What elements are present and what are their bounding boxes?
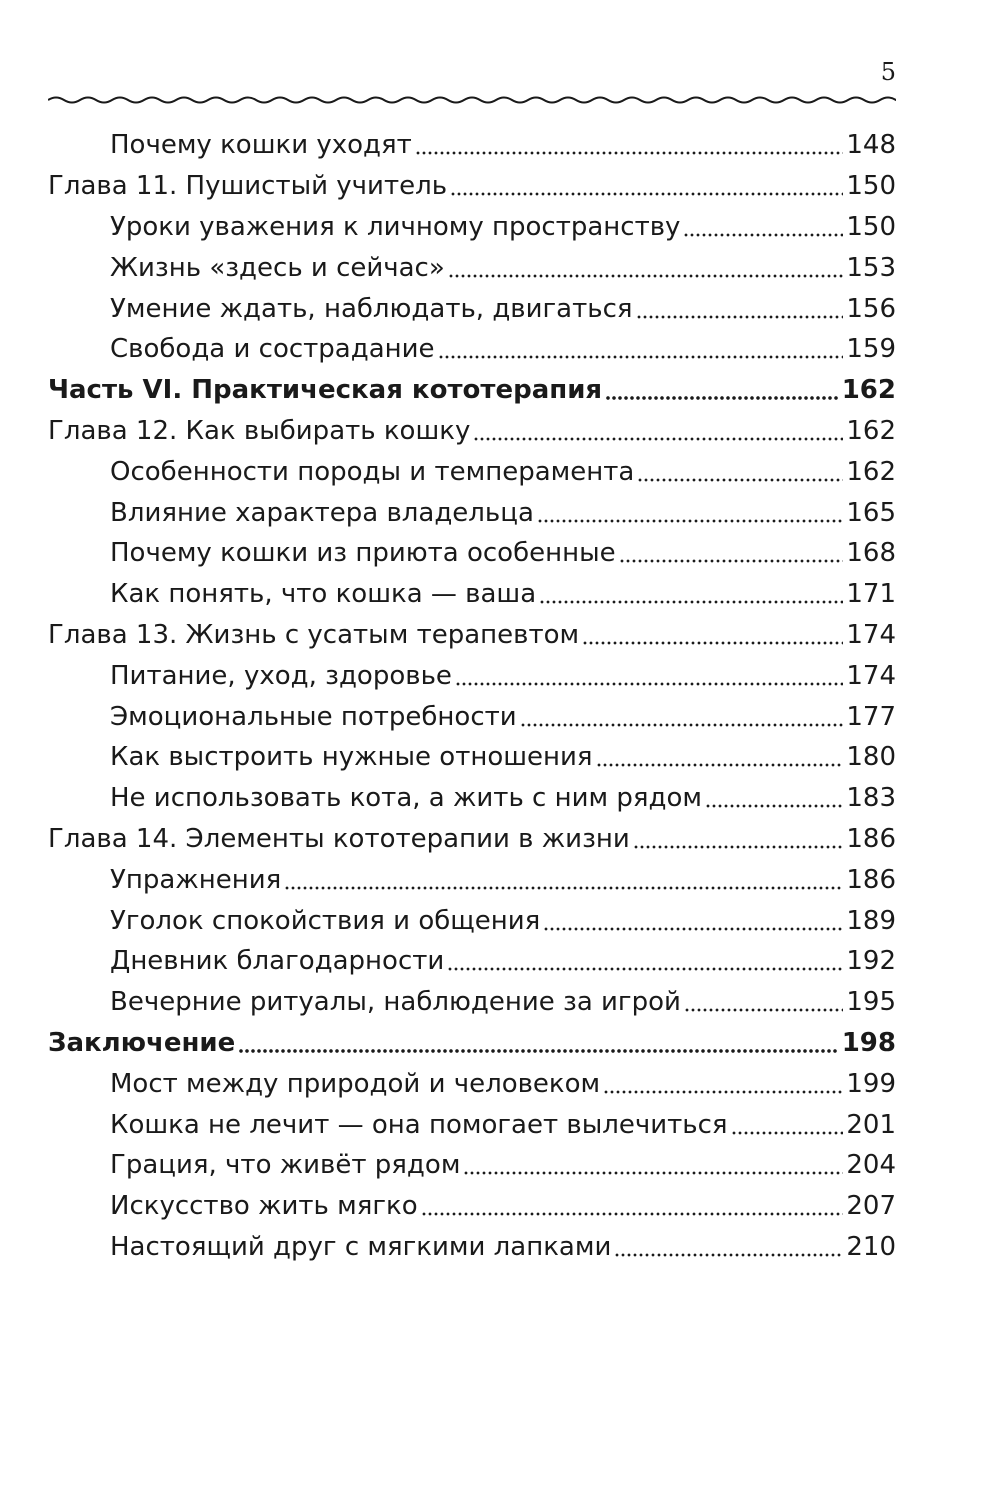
toc-entry-page-number: 192 [846,946,896,977]
dot-leader [637,478,843,482]
toc-entry-page-number: 183 [846,783,896,814]
toc-entry-page-number: 199 [846,1068,896,1099]
toc-entry-page-number: 150 [846,211,896,242]
toc-entry-title: Искусство жить мягко [110,1191,418,1222]
dot-leader [463,1171,843,1175]
toc-entry-page-number: 165 [846,497,896,528]
toc-entry-title: Особенности породы и темперамента [110,456,635,487]
toc-entry-title: Умение ждать, наблюдать, двигаться [110,293,633,324]
toc-entry-page-number: 162 [846,456,896,487]
dot-leader [537,519,843,523]
toc-entry-section [48,778,896,819]
toc-entry-page-number: 198 [841,1027,896,1058]
toc-entry-page-number: 204 [846,1150,896,1181]
toc-entry-title: Часть VI. Практическая кототерапия [48,375,603,406]
dot-leader [284,886,843,890]
dot-leader [473,437,843,441]
toc-entry-title: Настоящий друг с мягкими лапками [110,1231,612,1262]
toc-entry-title: Влияние характера владельца [110,497,534,528]
toc-entry-chapter [48,166,896,207]
toc-entry-page-number: 177 [846,701,896,732]
dot-leader [447,967,843,971]
toc-entry-title: Глава 11. Пушистый учитель [48,171,448,202]
toc-entry-title: Свобода и сострадание [110,334,435,365]
toc-entry-section [48,941,896,982]
toc-entry-title: Дневник благодарности [110,946,445,977]
toc-entry-section [48,125,896,166]
dot-leader [705,804,843,808]
toc-entry-section [48,1145,896,1186]
toc-entry-title: Мост между природой и человеком [110,1068,601,1099]
toc-entry-section [48,492,896,533]
page-number: 5 [880,58,896,86]
toc-entry-chapter [48,411,896,452]
wavy-divider [48,88,896,112]
toc-entry-title: Почему кошки из приюта особенные [110,538,616,569]
dot-leader [684,1008,843,1012]
dot-leader [238,1049,838,1053]
toc-entry-part [48,370,896,411]
toc-entry-page-number: 153 [846,252,896,283]
toc-entry-page-number: 180 [846,742,896,773]
dot-leader [415,151,844,155]
toc-entry-section [48,574,896,615]
toc-entry-section [48,451,896,492]
toc-entry-page-number: 148 [846,130,896,161]
toc-entry-section [48,288,896,329]
toc-entry-page-number: 201 [846,1109,896,1140]
toc-entry-section [48,655,896,696]
toc-entry-page-number: 207 [846,1191,896,1222]
toc-entry-page-number: 171 [846,579,896,610]
table-of-contents [48,125,896,1267]
toc-entry-title: Как выстроить нужные отношения [110,742,593,773]
dot-leader [421,1212,844,1216]
toc-entry-section [48,1104,896,1145]
dot-leader [450,192,843,196]
toc-entry-page-number: 195 [846,987,896,1018]
toc-entry-section [48,982,896,1023]
toc-entry-chapter [48,819,896,860]
toc-entry-title: Эмоциональные потребности [110,701,517,732]
toc-entry-section [48,1063,896,1104]
dot-leader [636,315,844,319]
dot-leader [603,1090,843,1094]
dot-leader [582,641,843,645]
toc-entry-section [48,696,896,737]
toc-entry-page-number: 189 [846,905,896,936]
toc-entry-page-number: 186 [846,823,896,854]
toc-entry-page-number: 174 [846,660,896,691]
toc-entry-part [48,1023,896,1064]
toc-entry-section [48,533,896,574]
dot-leader [520,723,844,727]
dot-leader [731,1131,844,1135]
toc-entry-title: Кошка не лечит — она помогает вылечиться [110,1109,728,1140]
dot-leader [683,233,843,237]
toc-entry-title: Уголок спокойствия и общения [110,905,541,936]
toc-entry-page-number: 156 [846,293,896,324]
toc-entry-section [48,207,896,248]
toc-entry-section [48,900,896,941]
toc-entry-title: Заключение [48,1027,236,1058]
toc-entry-title: Упражнения [110,864,282,895]
toc-entry-title: Грация, что живёт рядом [110,1150,461,1181]
dot-leader [543,927,843,931]
toc-entry-section [48,247,896,288]
dot-leader [596,763,844,767]
toc-entry-title: Глава 13. Жизнь с усатым терапевтом [48,619,580,650]
toc-entry-title: Почему кошки уходят [110,130,412,161]
toc-entry-section [48,1186,896,1227]
toc-entry-page-number: 159 [846,334,896,365]
dot-leader [455,682,843,686]
toc-entry-title: Уроки уважения к личному пространству [110,211,681,242]
toc-entry-page-number: 150 [846,171,896,202]
toc-entry-title: Жизнь «здесь и сейчас» [110,252,445,283]
toc-entry-title: Не использовать кота, а жить с ним рядом [110,783,703,814]
toc-entry-chapter [48,615,896,656]
dot-leader [539,600,843,604]
toc-entry-page-number: 210 [846,1231,896,1262]
toc-entry-title: Питание, уход, здоровье [110,660,452,691]
toc-entry-section [48,1227,896,1268]
dot-leader [633,845,844,849]
toc-entry-title: Как понять, что кошка — ваша [110,579,537,610]
dot-leader [619,559,844,563]
toc-entry-title: Вечерние ритуалы, наблюдение за игрой [110,987,681,1018]
toc-entry-page-number: 162 [841,375,896,406]
dot-leader [605,396,839,400]
toc-entry-page-number: 186 [846,864,896,895]
dot-leader [448,274,844,278]
toc-entry-page-number: 168 [846,538,896,569]
toc-entry-section [48,737,896,778]
toc-entry-section [48,329,896,370]
toc-entry-title: Глава 14. Элементы кототерапии в жизни [48,823,630,854]
dot-leader [438,355,844,359]
toc-entry-page-number: 162 [846,415,896,446]
toc-entry-section [48,859,896,900]
toc-entry-title: Глава 12. Как выбирать кошку [48,415,471,446]
dot-leader [614,1253,843,1257]
toc-entry-page-number: 174 [846,619,896,650]
